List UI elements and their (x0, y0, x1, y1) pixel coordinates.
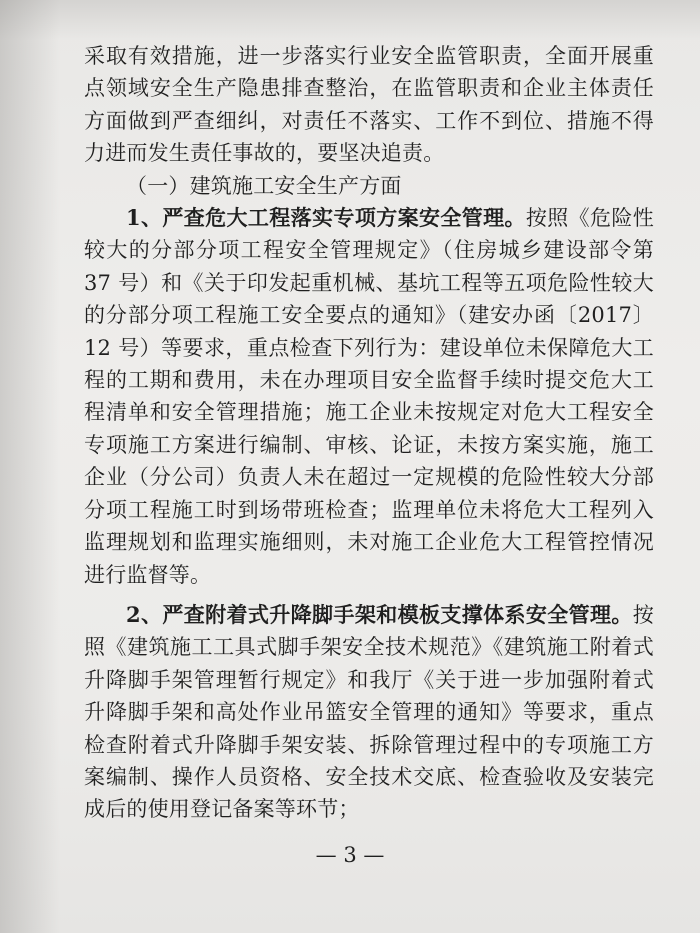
paragraph-item-1 (84, 202, 654, 591)
page-shadow-top (0, 0, 700, 40)
item-1-body: 按照《危险性较大的分部分项工程安全管理规定》（住房城乡建设部令第 37 号）和《关于印发起重机械、基坑工程等五项危险性较大的分部分项工程施工安全要点的通知》（建安办函〔2017〕12 号）等要求，重点检查下列行为：建设单位未保障危大工程的工期和费用，未在办理项目安全监督手续时提交危大工程清单和安全管理措施；施工企业未按规定对危大工程安全专项施工方案进行编制、审核、论证，未按方案实施，施工企业（分公司）负责人未在超过一定规模的危险性较大分部分项工程施工时到场带班检查；监理单位未将危大工程列入监理规划和监理实施细则，未对施工企业危大工程管控情况进行监督等。 (84, 206, 654, 587)
paragraph-gap (84, 591, 654, 599)
paragraph-item-2 (84, 599, 654, 826)
section-heading-construction-safety: （一）建筑施工安全生产方面 (126, 173, 402, 198)
document-body (84, 40, 654, 826)
item-2-body: 按照《建筑施工工具式脚手架安全技术规范》《建筑施工附着式升降脚手架管理暂行规定》和我厅《关于进一步加强附着式升降脚手架和高处作业吊篮安全管理的通知》等要求，重点检查附着式升降脚手架安装、拆除管理过程中的专项施工方案编制、操作人员资格、安全技术交底、检查验收及安装完成后的使用登记备案等环节； (84, 602, 654, 822)
page-number: — 3 — (315, 843, 385, 867)
item-1-lead: 1、严查危大工程落实专项方案安全管理。 (126, 205, 526, 231)
page-shadow-left (0, 0, 60, 933)
paragraph-intro: 采取有效措施，进一步落实行业安全监管职责，全面开展重点领域安全生产隐患排查整治，在监管职责和企业主体责任方面做到严查细纠，对责任不落实、工作不到位、措施不得力进而发生责任事故的，要坚决追责。 (84, 44, 654, 166)
item-2-lead: 2、严查附着式升降脚手架和模板支撑体系安全管理。 (126, 601, 633, 627)
